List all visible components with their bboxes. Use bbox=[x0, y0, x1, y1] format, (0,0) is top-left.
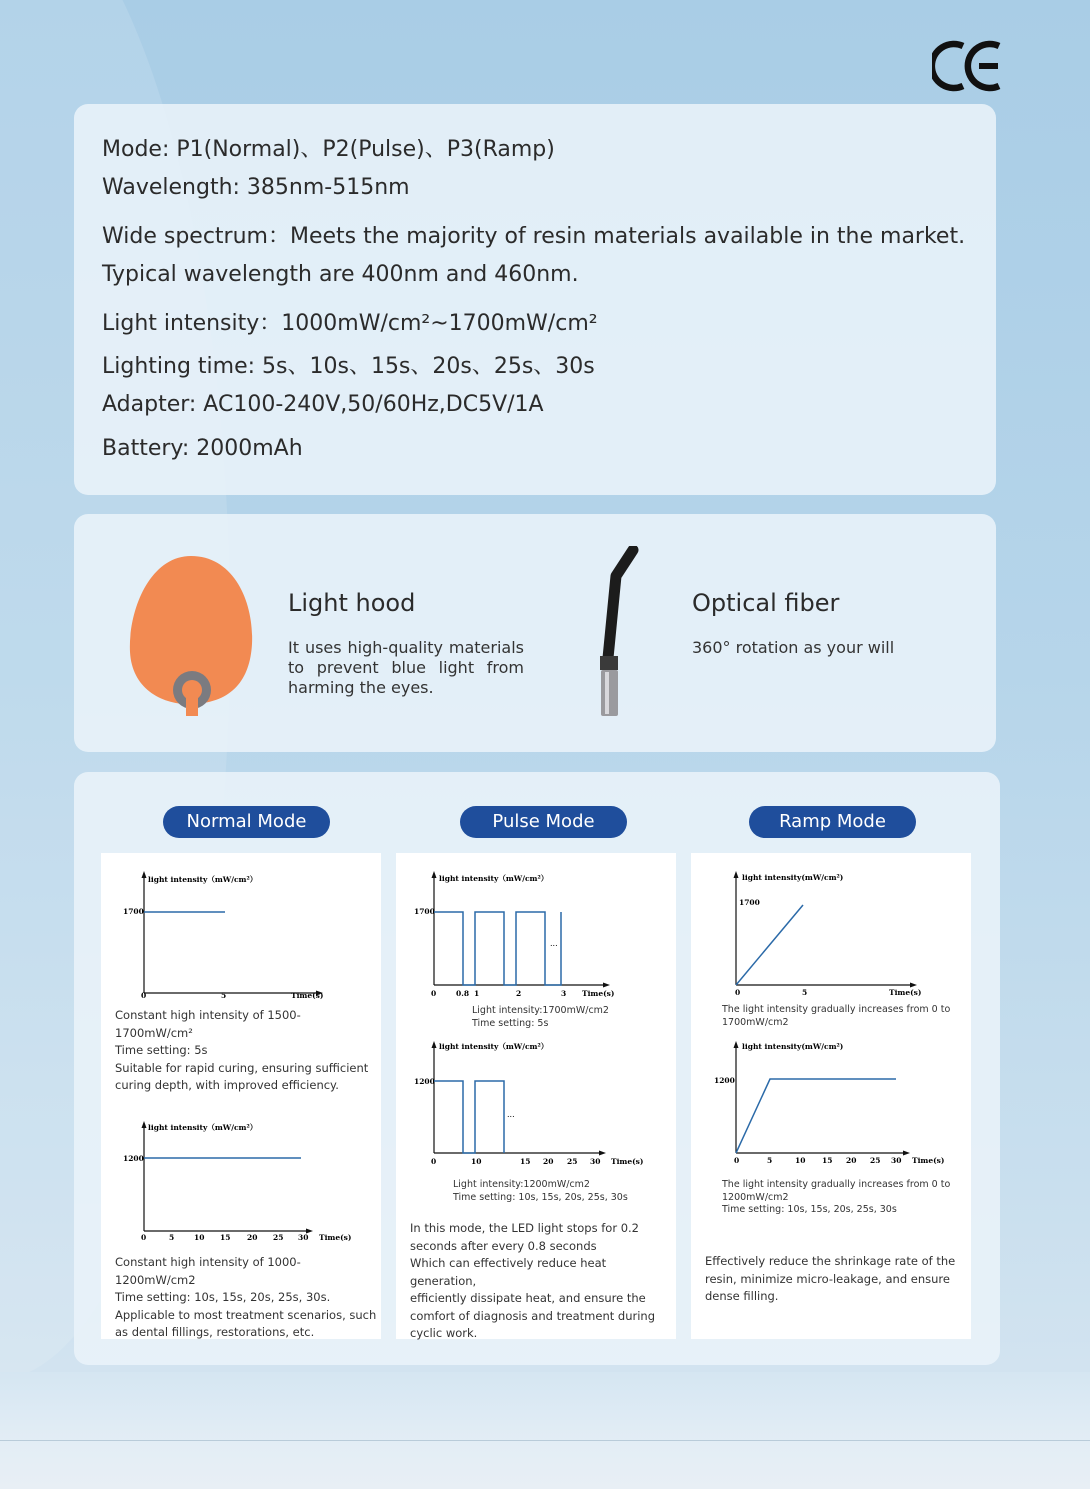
ramp-c2-xtick-0: 0 bbox=[734, 1156, 740, 1165]
ramp-c1-ylabel: light intensity(mW/cm²) bbox=[742, 873, 844, 882]
normal-text-1-line-1: Constant high intensity of 1500-1700mW/cm² bbox=[115, 1008, 301, 1040]
light-hood-image bbox=[124, 552, 259, 717]
optical-fiber-title: Optical fiber bbox=[692, 589, 840, 617]
ramp-caption-1 bbox=[722, 1004, 967, 1029]
ramp-caption-2-line-1: The light intensity gradually increases from 0 to bbox=[722, 1179, 951, 1190]
normal-c1-xtick-0: 0 bbox=[141, 991, 147, 1000]
normal-chart-2 bbox=[101, 1113, 381, 1253]
normal-chart-1 bbox=[101, 853, 381, 1013]
normal-text-2-line-2: Time setting: 10s, 15s, 20s, 25s, 30s. bbox=[115, 1290, 331, 1304]
spec-adapter: Adapter: AC100-240V,50/60Hz,DC5V/1A bbox=[102, 392, 544, 417]
ramp-c1-xtick-0: 0 bbox=[735, 988, 741, 997]
ramp-caption-2-line-3: Time setting: 10s, 15s, 20s, 25s, 30s bbox=[722, 1204, 897, 1215]
normal-c2-xtick-30: 30 bbox=[298, 1233, 309, 1242]
ramp-c2-ytick: 1200 bbox=[714, 1076, 735, 1085]
normal-c2-ytick: 1200 bbox=[123, 1154, 144, 1163]
pulse-c2-xtick-25: 25 bbox=[567, 1157, 578, 1166]
pulse-c1-xlabel: Time(s) bbox=[582, 989, 615, 998]
pulse-caption-1-line-2: Time setting: 5s bbox=[472, 1017, 549, 1029]
ramp-c2-xtick-10: 10 bbox=[795, 1156, 806, 1165]
floor-platform bbox=[0, 1372, 1090, 1489]
ramp-text-line-3: dense filling. bbox=[705, 1289, 779, 1303]
pulse-text-line-3: Which can effectively reduce heat generation, bbox=[410, 1256, 607, 1288]
pulse-c2-xlabel: Time(s) bbox=[611, 1157, 644, 1166]
normal-c2-xtick-0: 0 bbox=[141, 1233, 147, 1242]
spec-battery: Battery: 2000mAh bbox=[102, 436, 303, 461]
normal-c1-xtick-5: 5 bbox=[221, 991, 227, 1000]
pulse-c1-ylabel: light intensity（mW/cm²） bbox=[439, 874, 549, 883]
pulse-c1-series-line bbox=[434, 912, 561, 985]
pulse-text-line-5: comfort of diagnosis and treatment during bbox=[410, 1308, 656, 1323]
ramp-mode-label: Ramp Mode bbox=[749, 806, 916, 838]
ramp-c1-ytick: 1700 bbox=[739, 898, 760, 907]
spec-wide-spectrum: Wide spectrum：Meets the majority of resin materials available in the market. bbox=[102, 224, 966, 249]
pulse-chart-2 bbox=[396, 1033, 676, 1173]
normal-text-1-line-4: curing depth, with improved efficiency. bbox=[115, 1078, 339, 1092]
ramp-c2-xtick-15: 15 bbox=[822, 1156, 833, 1165]
ramp-c2-ylabel: light intensity(mW/cm²) bbox=[742, 1042, 844, 1051]
pulse-c2-ellipsis: ... bbox=[507, 1110, 515, 1119]
ramp-chart-1 bbox=[691, 853, 971, 1003]
pulse-caption-2-line-2: Time setting: 10s, 15s, 20s, 25s, 30s bbox=[453, 1191, 628, 1203]
pulse-text-line-2: seconds after every 0.8 seconds bbox=[410, 1238, 597, 1253]
ramp-text-line-2: resin, minimize micro-leakage, and ensure bbox=[705, 1271, 950, 1286]
pulse-mode-panel bbox=[396, 853, 676, 1339]
ramp-c1-series-line bbox=[736, 905, 803, 985]
pulse-c2-series-line bbox=[434, 1081, 504, 1153]
normal-text-2-line-4: as dental fillings, restorations, etc. bbox=[115, 1325, 315, 1339]
pulse-caption-1-line-1: Light intensity:1700mW/cm2 bbox=[472, 1005, 609, 1016]
pulse-c1-xtick-3: 3 bbox=[561, 989, 567, 998]
pulse-text-line-4: efficiently dissipate heat, and ensure the bbox=[410, 1291, 646, 1305]
ramp-caption-2 bbox=[722, 1179, 967, 1217]
ramp-c2-xlabel: Time(s) bbox=[912, 1156, 945, 1165]
spec-lighting-time: Lighting time: 5s、10s、15s、20s、25s、30s bbox=[102, 354, 595, 379]
ramp-mode-panel bbox=[691, 853, 971, 1339]
normal-mode-panel bbox=[101, 853, 381, 1339]
ramp-text bbox=[705, 1253, 967, 1306]
pulse-caption-1 bbox=[472, 1005, 672, 1030]
pulse-text-line-6: cyclic work. bbox=[410, 1326, 478, 1340]
pulse-c2-xtick-15: 15 bbox=[520, 1157, 531, 1166]
normal-text-2 bbox=[115, 1254, 377, 1342]
pulse-text-line-1: In this mode, the LED light stops for 0.2 bbox=[410, 1221, 639, 1235]
normal-c2-xtick-15: 15 bbox=[220, 1233, 231, 1242]
normal-c2-xlabel: Time(s) bbox=[319, 1233, 352, 1242]
normal-text-1-line-2: Time setting: 5s bbox=[115, 1043, 208, 1057]
pulse-caption-2-line-1: Light intensity:1200mW/cm2 bbox=[453, 1179, 590, 1190]
ramp-caption-1-line-2: 1700mW/cm2 bbox=[722, 1016, 789, 1028]
pulse-caption-2 bbox=[453, 1179, 673, 1204]
normal-c1-ytick: 1700 bbox=[123, 907, 144, 916]
ramp-c2-xtick-20: 20 bbox=[846, 1156, 857, 1165]
ramp-c2-series-line bbox=[736, 1079, 896, 1153]
modes-card bbox=[74, 772, 1000, 1365]
floor-line bbox=[0, 1440, 1090, 1441]
parts-card bbox=[74, 514, 996, 752]
pulse-c2-xtick-10: 10 bbox=[471, 1157, 482, 1166]
pulse-c2-xtick-30: 30 bbox=[590, 1157, 601, 1166]
pulse-c1-xtick-1: 1 bbox=[474, 989, 480, 998]
pulse-mode-label: Pulse Mode bbox=[460, 806, 627, 838]
ramp-chart-2 bbox=[691, 1033, 971, 1173]
spec-wavelength: Wavelength: 385nm-515nm bbox=[102, 175, 410, 200]
normal-c2-xtick-10: 10 bbox=[194, 1233, 205, 1242]
optical-fiber-desc: 360° rotation as your will bbox=[692, 638, 895, 657]
pulse-c2-ylabel: light intensity（mW/cm²） bbox=[439, 1042, 549, 1051]
normal-c2-xtick-20: 20 bbox=[247, 1233, 258, 1242]
pulse-chart-1 bbox=[396, 853, 676, 1003]
spec-typical-wavelength: Typical wavelength are 400nm and 460nm. bbox=[102, 262, 579, 287]
pulse-text bbox=[410, 1220, 672, 1343]
normal-c2-ylabel: light intensity（mW/cm²） bbox=[148, 1123, 258, 1132]
pulse-c1-ellipsis: ... bbox=[550, 939, 558, 948]
ce-mark-icon bbox=[932, 38, 1007, 94]
spec-card bbox=[74, 104, 996, 495]
normal-c1-xlabel: Time(s) bbox=[291, 991, 324, 1000]
ramp-c1-xtick-5: 5 bbox=[802, 988, 808, 997]
pulse-c2-ytick: 1200 bbox=[414, 1077, 435, 1086]
ramp-c2-xtick-30: 30 bbox=[891, 1156, 902, 1165]
pulse-c1-xtick-2: 2 bbox=[516, 989, 522, 998]
normal-c2-xtick-5: 5 bbox=[169, 1233, 175, 1242]
pulse-c2-xtick-0: 0 bbox=[431, 1157, 437, 1166]
ramp-c2-xtick-25: 25 bbox=[870, 1156, 881, 1165]
pulse-c1-xtick-0-8: 0.8 bbox=[456, 989, 470, 998]
spec-mode: Mode: P1(Normal)、P2(Pulse)、P3(Ramp) bbox=[102, 137, 555, 162]
ramp-text-line-1: Effectively reduce the shrinkage rate of the bbox=[705, 1254, 956, 1268]
normal-text-2-line-3: Applicable to most treatment scenarios, such bbox=[115, 1307, 377, 1322]
ramp-caption-1-line-1: The light intensity gradually increases from 0 to bbox=[722, 1004, 951, 1015]
ramp-caption-2-line-2: 1200mW/cm2 bbox=[722, 1191, 789, 1203]
optical-fiber-image bbox=[586, 546, 646, 721]
light-hood-desc: It uses high-quality materials to prevent blue light from harming the eyes. bbox=[288, 638, 524, 697]
normal-text-1 bbox=[115, 1007, 377, 1095]
normal-text-1-line-3: Suitable for rapid curing, ensuring sufficient bbox=[115, 1060, 369, 1075]
pulse-c1-xtick-0: 0 bbox=[431, 989, 437, 998]
spec-light-intensity: Light intensity：1000mW/cm²~1700mW/cm² bbox=[102, 311, 598, 336]
normal-c1-ylabel: light intensity（mW/cm²） bbox=[148, 875, 258, 884]
ramp-c1-xlabel: Time(s) bbox=[889, 988, 922, 997]
normal-mode-label: Normal Mode bbox=[163, 806, 330, 838]
pulse-c2-xtick-20: 20 bbox=[543, 1157, 554, 1166]
ramp-c2-xtick-5: 5 bbox=[767, 1156, 773, 1165]
light-hood-title: Light hood bbox=[288, 589, 416, 617]
normal-c2-xtick-25: 25 bbox=[273, 1233, 284, 1242]
pulse-c1-ytick: 1700 bbox=[414, 907, 435, 916]
normal-text-2-line-1: Constant high intensity of 1000-1200mW/cm2 bbox=[115, 1255, 301, 1287]
